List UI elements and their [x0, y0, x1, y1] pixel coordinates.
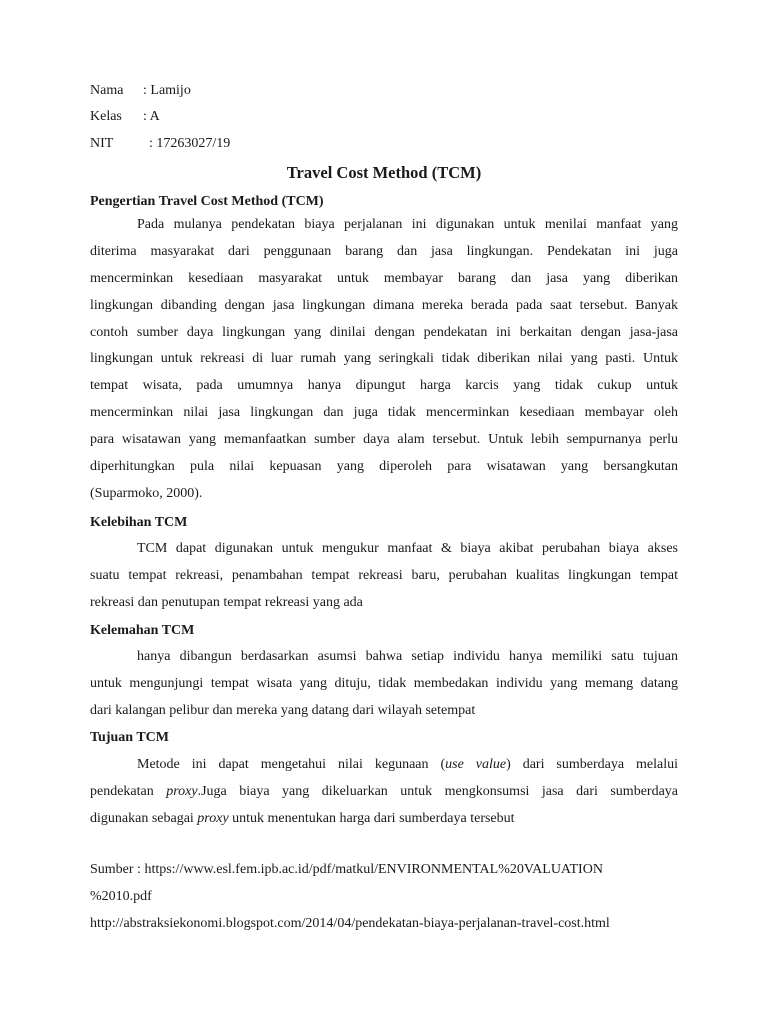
text-segment: digunakan sebagai: [90, 810, 198, 826]
nama-row: [90, 82, 191, 100]
text-line: [90, 779, 678, 806]
nit-value: : 17263027/19: [149, 136, 231, 151]
text-line: contoh sumber daya lingkungan yang dinilai dengan pendekatan ini berkaitan dengan jasa-jasa: [90, 324, 678, 340]
text-line: diterima masyarakat dari penggunaan barang dan jasa lingkungan. Pendekatan ini juga: [90, 243, 678, 259]
heading-pengertian: Pengertian Travel Cost Method (TCM): [90, 194, 324, 209]
text-line: mencerminkan nilai jasa lingkungan dan juga tidak mencerminkan kesediaan membayar oleh: [90, 405, 678, 421]
nit-label: NIT: [90, 136, 114, 151]
heading-kelemahan: Kelemahan TCM: [90, 623, 195, 638]
text-line: Pada mulanya pendekatan biaya perjalanan ini digunakan untuk menilai manfaat yang: [137, 217, 678, 232]
kelas-row: [90, 108, 160, 126]
italic-term: use value: [445, 757, 507, 772]
text-line: [90, 752, 678, 779]
nama-label: Nama: [90, 83, 124, 98]
kelas-value: : A: [143, 109, 160, 124]
text-segment: pendekatan: [90, 783, 167, 799]
italic-term: proxy: [197, 810, 229, 826]
text-segment: .Juga biaya yang dikeluarkan untuk mengkonsumsi jasa dari sumberdaya: [197, 783, 679, 799]
paragraph-kelebihan: [90, 536, 678, 617]
heading-tujuan: Tujuan TCM: [90, 730, 169, 745]
nit-row: [90, 135, 230, 153]
text-segment: untuk menentukan harga dari sumberdaya tersebut: [228, 810, 515, 826]
text-line: para wisatawan yang memanfaatkan sumber daya alam tersebut. Untuk lebih sempurnanya perlu: [90, 432, 678, 448]
source-line-2: %2010.pdf: [90, 889, 152, 904]
paragraph-pengertian: [90, 212, 678, 508]
text-line: suatu tempat rekreasi, penambahan tempat rekreasi baru, perubahan kualitas lingkungan tempat: [90, 567, 678, 583]
paragraph-kelemahan: [90, 644, 678, 725]
text-line: diperhitungkan pula nilai kepuasan yang diperoleh para wisatawan yang bersangkutan: [90, 459, 678, 475]
source-line-3: http://abstraksiekonomi.blogspot.com/2014/04/pendekatan-biaya-perjalanan-travel-cost.html: [90, 916, 610, 931]
text-line: lingkungan dibanding dengan jasa lingkungan dimana mereka berada pada saat tersebut. Banyak: [90, 297, 678, 313]
text-line: rekreasi dan penutupan tempat rekreasi yang ada: [90, 594, 363, 610]
text-segment: ) dari sumberdaya melalui: [506, 757, 679, 772]
text-line: lingkungan untuk rekreasi di luar rumah yang seringkali tidak diberikan nilai yang pasti. Untuk: [90, 351, 678, 367]
text-line: hanya dibangun berdasarkan asumsi bahwa setiap individu hanya memiliki satu tujuan: [137, 649, 678, 664]
text-segment: Metode ini dapat mengetahui nilai kegunaan (: [137, 757, 446, 772]
text-line: mencerminkan kesediaan masyarakat untuk membayar barang dan jasa yang diberikan: [90, 270, 678, 286]
text-line: TCM dapat digunakan untuk mengukur manfaat & biaya akibat perubahan biaya akses: [137, 541, 678, 556]
document-title: Travel Cost Method (TCM): [286, 163, 482, 182]
nama-value: : Lamijo: [143, 83, 191, 98]
text-line: untuk mengunjungi tempat wisata yang dituju, tidak membedakan individu yang memang datang: [90, 675, 678, 691]
paragraph-tujuan: [90, 752, 678, 833]
text-line: tempat wisata, pada umumnya hanya dipungut harga karcis yang tidak cukup untuk: [90, 378, 678, 394]
source-line-1: Sumber : https://www.esl.fem.ipb.ac.id/pdf/matkul/ENVIRONMENTAL%20VALUATION: [90, 862, 603, 877]
text-line: dari kalangan pelibur dan mereka yang datang dari wilayah setempat: [90, 702, 476, 718]
heading-kelebihan: Kelebihan TCM: [90, 515, 188, 530]
text-line: (Suparmoko, 2000).: [90, 485, 203, 501]
text-line: [90, 806, 678, 833]
italic-term: proxy: [166, 783, 198, 799]
kelas-label: Kelas: [90, 109, 122, 124]
